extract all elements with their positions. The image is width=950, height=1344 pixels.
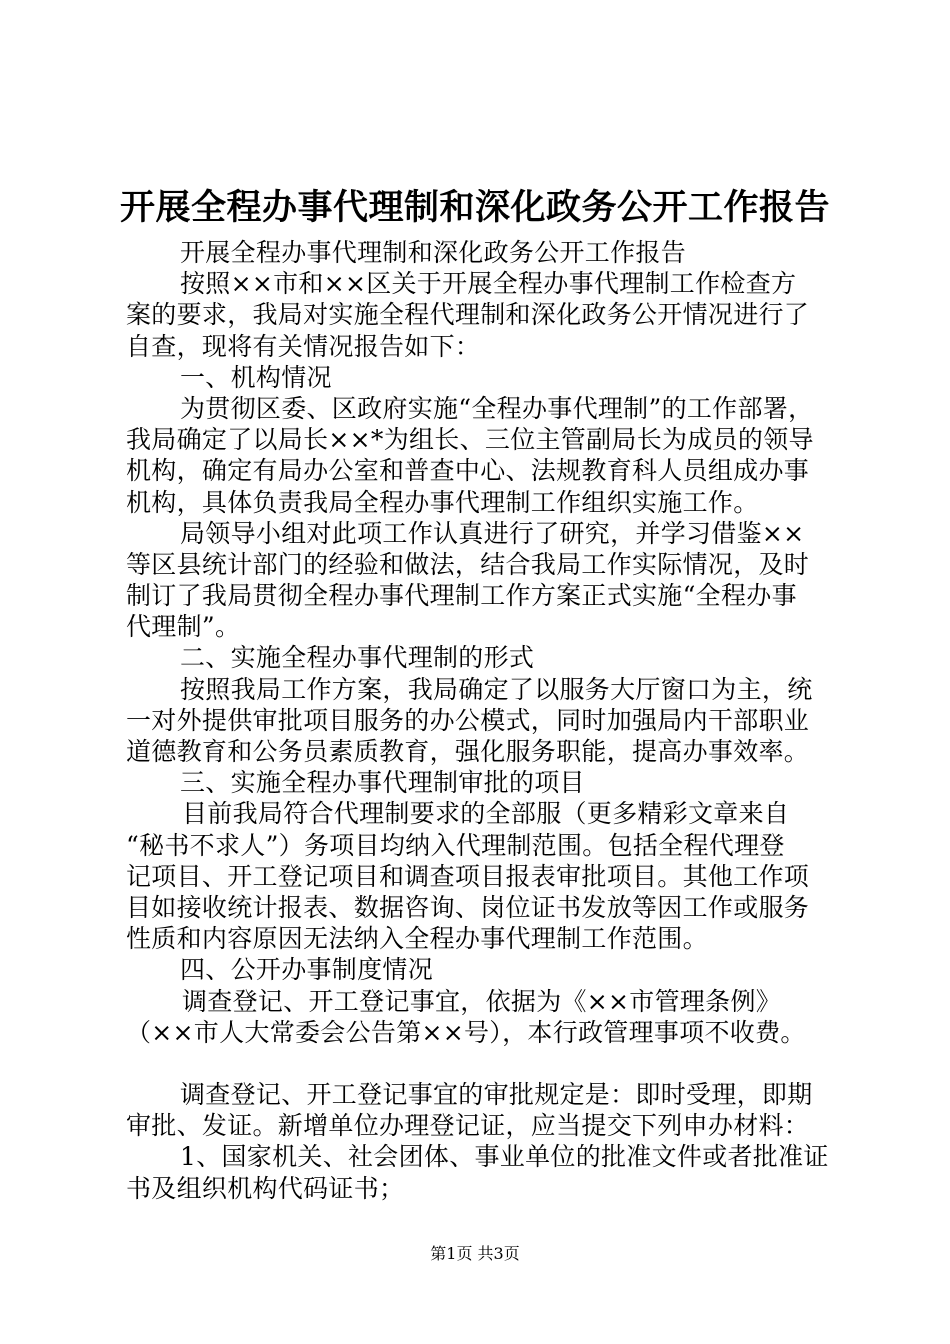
paragraph-line: 调查登记、开工登记事宜的审批规定是：即时受理，即期 (180, 1080, 813, 1110)
paragraph-line: 代理制”。 (126, 612, 241, 642)
document-title: 开展全程办事代理制和深化政务公开工作报告 (119, 188, 830, 228)
paragraph-line: 调查登记、开工登记事宜，依据为《××市管理条例》 (182, 986, 782, 1016)
paragraph-line: 目前我局符合代理制要求的全部服（更多精彩文章来自 (182, 799, 790, 829)
paragraph-line: 为贯彻区委、区政府实施“全程办事代理制”的工作部署， (180, 393, 814, 423)
paragraph-line: “秘书不求人”）务项目均纳入代理制范围。包括全程代理登 (126, 830, 785, 860)
list-item-line: 1、国家机关、社会团体、事业单位的批准文件或者批准证 (180, 1142, 829, 1172)
section-heading-2: 二、实施全程办事代理制的形式 (180, 643, 535, 673)
paragraph-line: 记项目、开工登记项目和调查项目报表审批项目。其他工作项 (126, 861, 810, 891)
paragraph-line: 一对外提供审批项目服务的办公模式，同时加强局内干部职业 (126, 705, 810, 735)
paragraph-line: 按照我局工作方案，我局确定了以服务大厅窗口为主，统 (180, 674, 813, 704)
paragraph-line: 我局确定了以局长××*为组长、三位主管副局长为成员的领导 (126, 425, 814, 455)
paragraph-line: 道德教育和公务员素质教育，强化服务职能，提高办事效率。 (126, 737, 810, 766)
list-item-line: 书及组织机构代码证书； (126, 1173, 405, 1203)
paragraph-line: 性质和内容原因无法纳入全程办事代理制工作范围。 (126, 924, 708, 954)
section-heading-4: 四、公开办事制度情况 (180, 955, 434, 985)
paragraph-line: 按照××市和××区关于开展全程办事代理制工作检查方 (180, 269, 797, 299)
page-number-footer: 第1页 共3页 (430, 1244, 520, 1263)
section-heading-3: 三、实施全程办事代理制审批的项目 (180, 768, 585, 798)
section-heading-1: 一、机构情况 (180, 362, 332, 392)
paragraph-line: 等区县统计部门的经验和做法，结合我局工作实际情况，及时 (126, 549, 810, 579)
paragraph-line: 机构，确定有局办公室和普查中心、法规教育科人员组成办事 (126, 456, 810, 486)
document-body (126, 237, 846, 1204)
paragraph-line: 局领导小组对此项工作认真进行了研究，并学习借鉴×× (180, 518, 805, 548)
paragraph-line: 自查，现将有关情况报告如下： (126, 331, 481, 361)
paragraph-line: 机构，具体负责我局全程办事代理制工作组织实施工作。 (126, 487, 759, 517)
paragraph-line: （××市人大常委会公告第××号），本行政管理事项不收费。 (126, 1017, 806, 1047)
paragraph-line: 案的要求，我局对实施全程代理制和深化政务公开情况进行了 (126, 300, 810, 330)
paragraph-line: 制订了我局贯彻全程办事代理制工作方案正式实施“全程办事 (126, 581, 797, 611)
blank-line (126, 1048, 846, 1079)
paragraph-line: 目如接收统计报表、数据咨询、岗位证书发放等因工作或服务 (126, 892, 810, 922)
paragraph-line: 审批、发证。新增单位办理登记证，应当提交下列申办材料： (126, 1111, 810, 1141)
subtitle-line: 开展全程办事代理制和深化政务公开工作报告 (180, 238, 687, 267)
